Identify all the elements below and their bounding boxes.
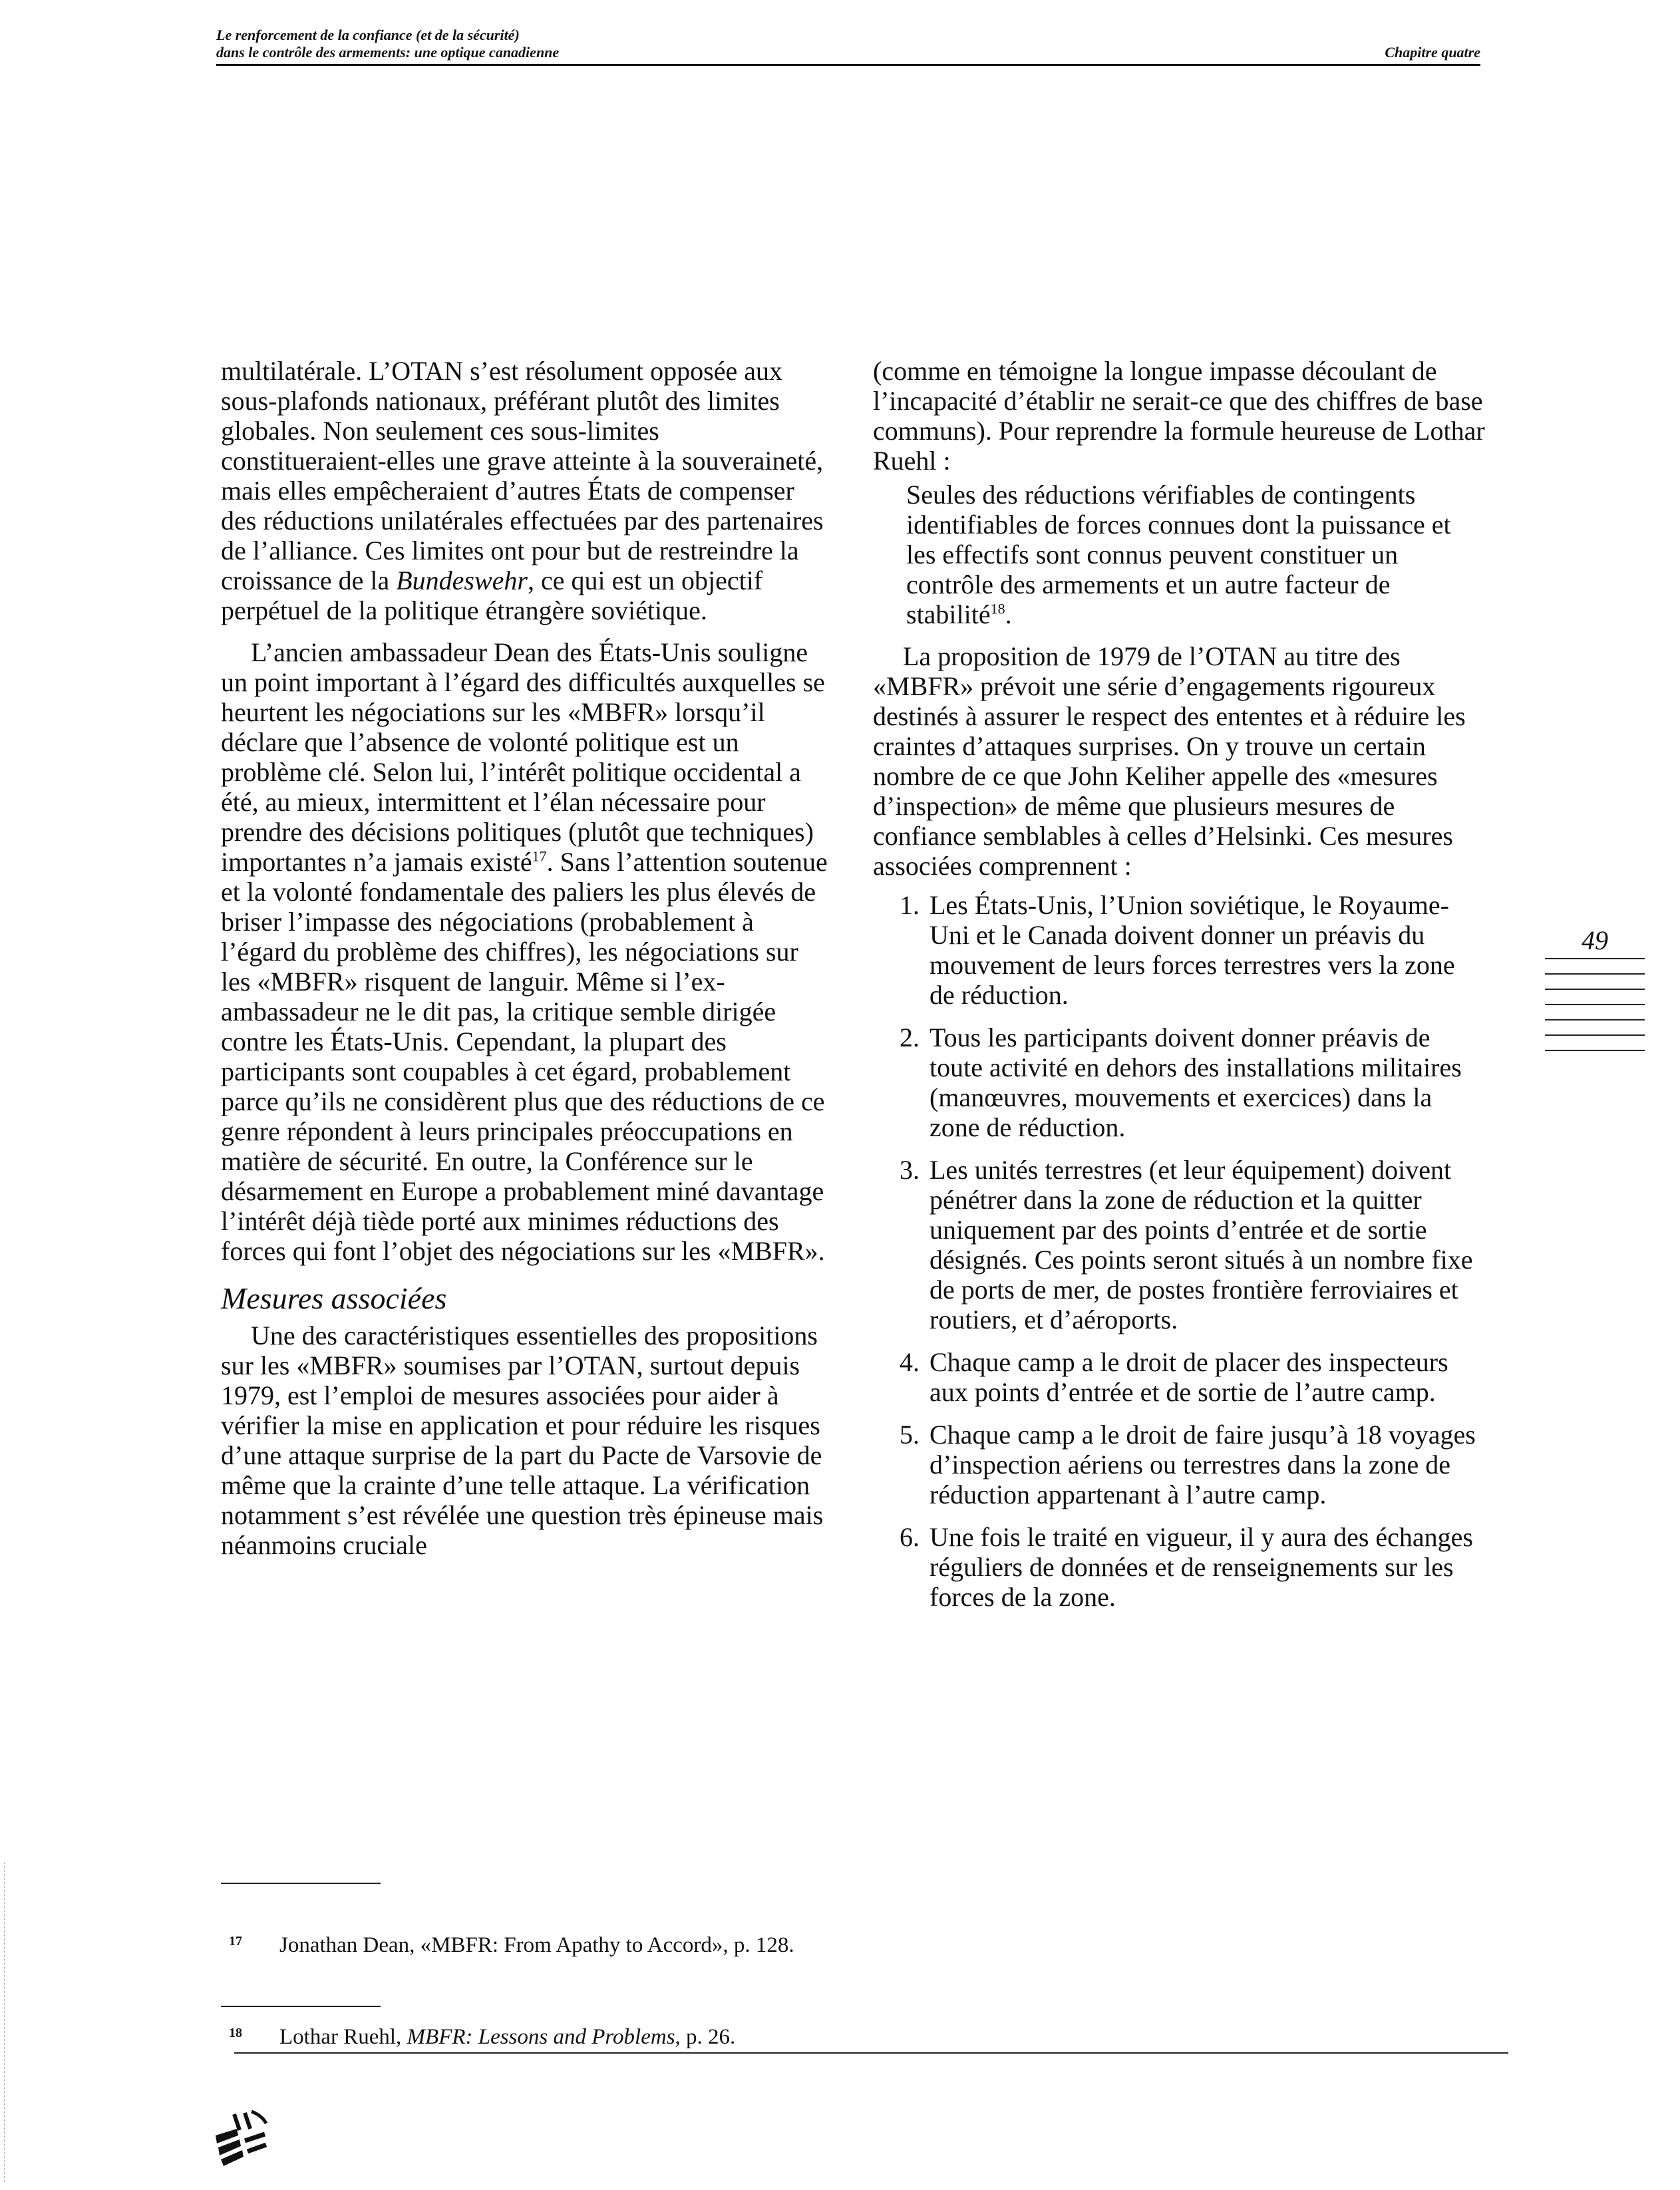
list-item-text: Chaque camp a le droit de placer des inspecteurs aux points d’entrée et de sortie de l’autre camp.	[929, 1347, 1448, 1407]
right-paragraph-2: La proposition de 1979 de l’OTAN au titre des «MBFR» prévoit une série d’engagements rigoureux destinés à assurer le respect des ententes et à réduire les craintes d’attaques surprises. On y trouve un certain nombre de ce que John Keliher appelle des «mesures d’inspection» de même que plusieurs mesures de confiance semblables à celles d’Helsinki. Ces mesures associées comprennent :	[873, 641, 1466, 881]
left-paragraph-2	[221, 637, 830, 1266]
left-column	[221, 356, 830, 1560]
thumb-index-line	[1545, 958, 1645, 959]
footnote-text: Jonathan Dean, «MBFR: From Apathy to Accord», p. 128.	[279, 1933, 794, 1957]
list-item	[873, 1155, 1485, 1334]
footnote-number: 17	[229, 1934, 242, 1949]
right-paragraph-1: (comme en témoigne la longue impasse découlant de l’incapacité d’établir ne serait-ce que des chiffres de base communs). Pour reprendre la formule heureuse de Lothar Ruehl :	[873, 356, 1485, 476]
footnote-text	[279, 2024, 820, 2050]
page-number: 49	[1582, 925, 1608, 955]
quote-end: .	[1005, 599, 1012, 629]
footnote-rule	[221, 2006, 381, 2007]
list-item-number: 4.	[900, 1347, 920, 1377]
right-column	[873, 356, 1485, 1625]
footnote-ref-18[interactable]: 18	[990, 600, 1005, 617]
thumb-index-line	[1545, 989, 1645, 990]
bundeswehr-italic: Bundeswehr	[396, 565, 528, 595]
measures-list	[873, 890, 1485, 1612]
header-title-line-1: Le renforcement de la confiance (et de la sécurité)	[216, 27, 520, 43]
footnote-title-italic: MBFR: Lessons and Problems	[407, 2025, 675, 2049]
left-p2-end: . Sans l’attention soutenue et la volonté fondamentale des paliers les plus élevés de briser l’impasse des négociations (probablement à l’égard du problème des chiffres), les négociations sur les «MBFR» risquent de languir. Même si l’ex-ambassadeur ne le dit pas, la critique semble dirigée contre les États-Unis. Cependant, la plupart des participants sont coupables à cet égard, probablement parce qu’ils ne considèrent plus que des réductions de ce genre répondent à leurs principales préoccupations en matière de sécurité. En outre, la Conférence sur le désarmement en Europe a probablement miné davantage l’intérêt déjà tiède porté aux minimes réductions des forces qui font l’objet des négociations sur les «MBFR».	[221, 847, 828, 1266]
left-paragraph-1	[221, 356, 830, 625]
block-quote	[906, 480, 1478, 629]
list-item-text: Les unités terrestres (et leur équipement) doivent pénétrer dans la zone de réduction et la quitter uniquement par des points d’entrée et de sortie désignés. Ces points seront situés à un nombre fixe de ports de mer, de postes frontière ferroviaires et routiers, et d’aéroports.	[929, 1155, 1473, 1334]
list-item-number: 1.	[900, 890, 920, 920]
list-item-text: Une fois le traité en vigueur, il y aura des échanges réguliers de données et de renseignements sur les forces de la zone.	[929, 1522, 1473, 1612]
thumb-index-line	[1545, 1034, 1645, 1036]
footnote-18	[221, 2024, 820, 2050]
list-item	[873, 890, 1485, 1010]
thumb-index-line	[1545, 1004, 1645, 1005]
quote-text: Seules des réductions vérifiables de contingents identifiables de forces connues dont la puissance et les effectifs sont connus peuvent constituer un contrôle des armements et un autre facteur de stabilité	[906, 480, 1451, 629]
list-item	[873, 1022, 1485, 1142]
footnote-text-plain: Lothar Ruehl,	[279, 2025, 407, 2049]
footnote-number: 18	[229, 2026, 242, 2040]
list-item	[873, 1347, 1485, 1407]
running-header	[216, 27, 1480, 67]
footnote-rule	[221, 1883, 381, 1884]
header-rule	[216, 64, 1480, 66]
left-paragraph-3: Une des caractéristiques essentielles des propositions sur les «MBFR» soumises par l’OTAN, surtout depuis 1979, est l’emploi de mesures associées pour aider à vérifier la mise en application et pour réduire les risques d’une attaque surprise de la part du Pacte de Varsovie de même que la crainte d’une telle attaque. La vérification notamment s’est révélée une question très épineuse mais néanmoins cruciale	[221, 1321, 824, 1560]
thumb-index-line	[1545, 1019, 1645, 1020]
thumb-index-line	[1545, 973, 1645, 975]
footnote-text-end: , p. 26.	[675, 2025, 736, 2049]
list-item-text: Les États-Unis, l’Union soviétique, le Royaume-Uni et le Canada doivent donner un préavis du mouvement de leurs forces terrestres vers la zone de réduction.	[929, 890, 1455, 1010]
list-item-number: 6.	[900, 1522, 920, 1552]
list-item-number: 5.	[900, 1420, 920, 1450]
list-item	[873, 1420, 1485, 1509]
publisher-logo-icon	[210, 2109, 270, 2169]
header-chapter: Chapitre quatre	[1385, 44, 1480, 61]
footnote-ref-17[interactable]: 17	[532, 848, 547, 865]
list-item-number: 3.	[900, 1155, 920, 1185]
list-item	[873, 1522, 1485, 1612]
bottom-rule	[234, 2052, 1508, 2054]
left-p2-text: L’ancien ambassadeur Dean des États-Unis souligne un point important à l’égard des difficultés auxquelles se heurtent les négociations sur les «MBFR» lorsqu’il déclare que l’absence de volonté politique est un problème clé. Selon lui, l’intérêt politique occidental a été, au mieux, intermittent et l’élan nécessaire pour prendre des décisions politiques (plutôt que techniques) importantes n’a jamais existé	[221, 637, 825, 877]
footnote-17	[221, 1933, 820, 1958]
section-heading: Mesures associées	[221, 1281, 447, 1315]
list-item-number: 2.	[900, 1022, 920, 1052]
header-title-line-2: dans le contrôle des armements: une optique canadienne	[216, 44, 560, 61]
scan-edge-line	[4, 1863, 5, 2182]
thumb-index-line	[1545, 1050, 1645, 1051]
list-item-text: Tous les participants doivent donner préavis de toute activité en dehors des installations militaires (manœuvres, mouvements et exercices) dans la zone de réduction.	[929, 1022, 1462, 1142]
list-item-text: Chaque camp a le droit de faire jusqu’à 18 voyages d’inspection aériens ou terrestres dans la zone de réduction appartenant à l’autre camp.	[929, 1420, 1476, 1509]
page-number-block	[1545, 926, 1645, 1051]
left-p1-end: , ce qui est un objectif perpétuel de la politique étrangère soviétique.	[221, 565, 763, 625]
left-p1-text: multilatérale. L’OTAN s’est résolument opposée aux sous-plafonds nationaux, préférant plutôt des limites globales. Non seulement ces sous-limites constitueraient-elles une grave atteinte à la souveraineté, mais elles empêcheraient d’autres États de compenser des réductions unilatérales effectuées par des partenaires de l’alliance. Ces limites ont pour but de restreindre la croissance de la	[221, 356, 824, 595]
